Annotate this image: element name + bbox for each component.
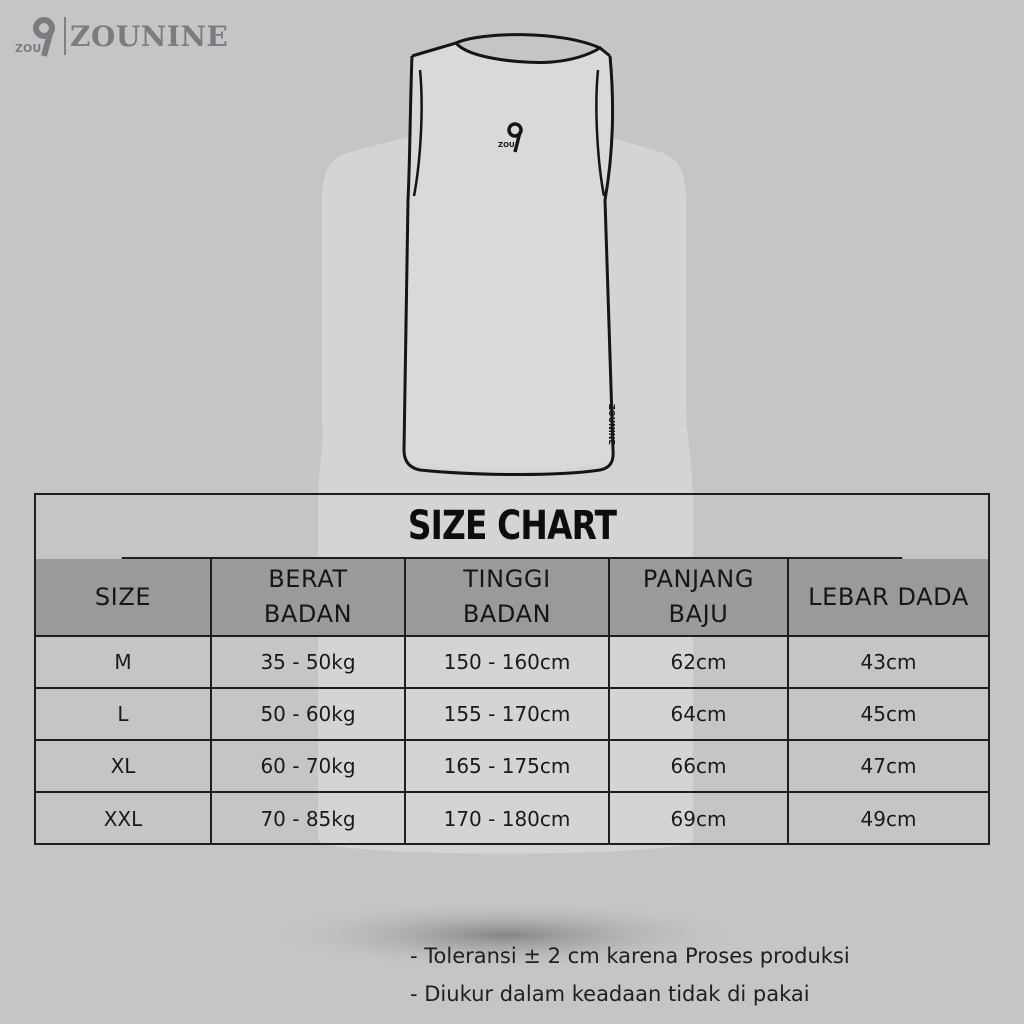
- table-cell-size: XL: [36, 741, 212, 793]
- header-lebar-dada: LEBAR DADA: [789, 559, 988, 637]
- side-label: ZOUNINE: [607, 404, 616, 445]
- svg-text:ZOU: ZOU: [15, 42, 42, 55]
- size-chart-table: [34, 493, 990, 845]
- table-cell-tinggi: 155 - 170cm: [406, 689, 610, 741]
- table-cell-size: XXL: [36, 793, 212, 845]
- table-cell-berat: 50 - 60kg: [212, 689, 406, 741]
- size-chart-grid: [36, 559, 988, 845]
- front-tank-top: [404, 43, 613, 471]
- table-cell-lebar: 45cm: [789, 689, 988, 741]
- table-cell-lebar: 49cm: [860, 807, 917, 831]
- table-cell-tinggi: 165 - 175cm: [406, 741, 610, 793]
- header-tinggi-badan: TINGGI BADAN: [406, 559, 610, 637]
- table-cell-lebar: 47cm: [789, 741, 988, 793]
- table-cell-berat: 60 - 70kg: [212, 741, 406, 793]
- table-cell-tinggi: 150 - 160cm: [406, 637, 610, 689]
- table-cell-panjang: 66cm: [610, 741, 789, 793]
- notes: [410, 940, 850, 1016]
- note-tolerance: - Toleransi ± 2 cm karena Proses produksi: [410, 944, 850, 968]
- table-cell-berat: 70 - 85kg: [212, 793, 406, 845]
- table-cell-size: L: [36, 689, 212, 741]
- table-cell-berat: 35 - 50kg: [212, 637, 406, 689]
- table-cell-lebar: 43cm: [789, 637, 988, 689]
- table-cell-size: M: [36, 637, 212, 689]
- brand-name: ZOUNINE: [70, 19, 229, 53]
- table-cell-panjang: 62cm: [610, 637, 789, 689]
- svg-text:ZOU: ZOU: [498, 141, 515, 149]
- size-chart-title: SIZE CHART: [122, 495, 903, 559]
- table-cell-tinggi: 170 - 180cm: [406, 793, 610, 845]
- header-size: SIZE: [36, 559, 212, 637]
- header-berat-badan: BERAT BADAN: [212, 559, 406, 637]
- table-cell-panjang: 69cm: [610, 793, 789, 845]
- table-cell-panjang: 64cm: [610, 689, 789, 741]
- note-measurement: - Diukur dalam keadaan tidak di pakai: [410, 982, 810, 1006]
- header-panjang-baju: PANJANG BAJU: [610, 559, 789, 637]
